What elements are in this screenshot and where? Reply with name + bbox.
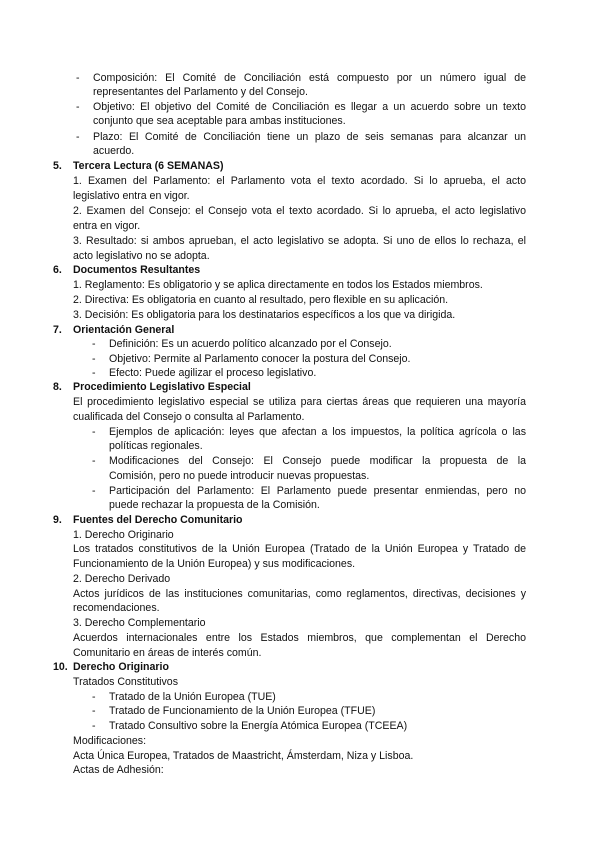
bullet-dash: - xyxy=(76,72,80,84)
section-7-bullet: Definición: Es un acuerdo político alcanzado por el Consejo. xyxy=(109,338,392,350)
section-9-subheading: 3. Derecho Complementario xyxy=(73,617,206,629)
section-5-line: legislativo entra en vigor. xyxy=(73,190,190,202)
section-8-number: 8. xyxy=(53,381,62,393)
section-6-line: 2. Directiva: Es obligatoria en cuanto al resultado, pero flexible en su aplicación. xyxy=(73,294,449,306)
section-8-bullet-line2: puede rechazar la propuesta de la Comisión. xyxy=(109,499,320,511)
bullet-dash: - xyxy=(92,426,96,438)
section-7-number: 7. xyxy=(53,324,62,336)
section-9-line: Actos jurídicos de las instituciones comunitarias, como reglamentos, directivas, decisiones y xyxy=(73,588,526,600)
section-9-subheading: 2. Derecho Derivado xyxy=(73,573,171,585)
bullet-dash: - xyxy=(92,485,96,497)
section-5-line: 3. Resultado: si ambos aprueban, el acto legislativo se adopta. Si uno de ellos lo rechaza, el xyxy=(73,235,526,247)
section-10-bullet: Tratado de la Unión Europea (TUE) xyxy=(109,691,276,703)
section-10-subheading: Tratados Constitutivos xyxy=(73,676,179,688)
intro-bullet-objetivo-line2: conjunto que sea aceptable para ambas instituciones. xyxy=(93,115,346,127)
section-9-line: Comunitario en áreas de interés común. xyxy=(73,647,262,659)
section-8-bullet-line2: políticas regionales. xyxy=(109,440,203,452)
intro-bullet-plazo-line1: Plazo: El Comité de Conciliación tiene un plazo de seis semanas para alcanzar un xyxy=(93,131,526,143)
section-5-line: 2. Examen del Consejo: el Consejo vota el texto acordado. Si lo aprueba, el acto legislativo xyxy=(73,205,526,217)
bullet-dash: - xyxy=(92,353,96,365)
intro-bullet-composicion-line1: Composición: El Comité de Conciliación está compuesto por un número igual de xyxy=(93,72,526,84)
bullet-dash: - xyxy=(92,367,96,379)
section-8-bullet-line1: Participación del Parlamento: El Parlamento puede presentar enmiendas, pero no xyxy=(109,485,526,497)
section-8-paragraph-line2: cualificada del Consejo o consulta al Parlamento. xyxy=(73,411,305,423)
section-8-paragraph-line1: El procedimiento legislativo especial se utiliza para ciertas áreas que requieren una mayoría xyxy=(73,396,526,408)
section-6-line: 3. Decisión: Es obligatoria para los destinatarios específicos a los que va dirigida. xyxy=(73,309,456,321)
section-9-line: recomendaciones. xyxy=(73,602,160,614)
section-5-line: acto legislativo no se adopta. xyxy=(73,250,210,262)
section-8-heading: Procedimiento Legislativo Especial xyxy=(73,381,251,393)
section-10-modificaciones-text: Acta Única Europea, Tratados de Maastricht, Ámsterdam, Niza y Lisboa. xyxy=(73,750,414,762)
bullet-dash: - xyxy=(76,131,80,143)
section-7-bullet: Efecto: Puede agilizar el proceso legislativo. xyxy=(109,367,317,379)
section-10-bullet: Tratado Consultivo sobre la Energía Atómica Europea (TCEEA) xyxy=(109,720,408,732)
bullet-dash: - xyxy=(92,338,96,350)
intro-bullet-composicion-line2: representantes del Parlamento y del Consejo. xyxy=(93,86,308,98)
section-8-bullet-line1: Modificaciones del Consejo: El Consejo puede modificar la propuesta de la xyxy=(109,455,526,467)
section-6-line: 1. Reglamento: Es obligatorio y se aplica directamente en todos los Estados miembros. xyxy=(73,279,483,291)
section-9-line: Funcionamiento de la Unión Europea) y sus modificaciones. xyxy=(73,558,356,570)
bullet-dash: - xyxy=(76,101,80,113)
section-5-number: 5. xyxy=(53,160,62,172)
section-9-subheading: 1. Derecho Originario xyxy=(73,529,174,541)
section-5-heading: Tercera Lectura (6 SEMANAS) xyxy=(73,160,224,172)
section-8-bullet-line1: Ejemplos de aplicación: leyes que afectan a los impuestos, la política agrícola o las xyxy=(109,426,526,438)
section-9-line: Acuerdos internacionales entre los Estados miembros, que complementan el Derecho xyxy=(73,632,526,644)
section-6-number: 6. xyxy=(53,264,62,276)
section-5-line: 1. Examen del Parlamento: el Parlamento vota el texto acordado. Si lo aprueba, el acto xyxy=(73,175,526,187)
bullet-dash: - xyxy=(92,705,96,717)
intro-bullet-objetivo-line1: Objetivo: El objetivo del Comité de Conciliación es llegar a un acuerdo sobre un texto xyxy=(93,101,526,113)
intro-bullet-plazo-line2: acuerdo. xyxy=(93,145,135,157)
bullet-dash: - xyxy=(92,720,96,732)
section-10-modificaciones-label: Modificaciones: xyxy=(73,735,147,747)
section-6-heading: Documentos Resultantes xyxy=(73,264,201,276)
section-5-line: entra en vigor. xyxy=(73,220,141,232)
section-10-heading: Derecho Originario xyxy=(73,661,169,673)
bullet-dash: - xyxy=(92,691,96,703)
section-9-number: 9. xyxy=(53,514,62,526)
section-7-bullet: Objetivo: Permite al Parlamento conocer la postura del Consejo. xyxy=(109,353,411,365)
section-9-heading: Fuentes del Derecho Comunitario xyxy=(73,514,243,526)
section-7-heading: Orientación General xyxy=(73,324,175,336)
section-10-adhesion-label: Actas de Adhesión: xyxy=(73,764,164,776)
section-9-line: Los tratados constitutivos de la Unión Europea (Tratado de la Unión Europea y Tratado de xyxy=(73,543,526,555)
section-10-bullet: Tratado de Funcionamiento de la Unión Europea (TFUE) xyxy=(109,705,376,717)
section-10-number: 10. xyxy=(53,661,68,673)
bullet-dash: - xyxy=(92,455,96,467)
section-8-bullet-line2: Comisión, pero no puede introducir nuevas propuestas. xyxy=(109,470,370,482)
